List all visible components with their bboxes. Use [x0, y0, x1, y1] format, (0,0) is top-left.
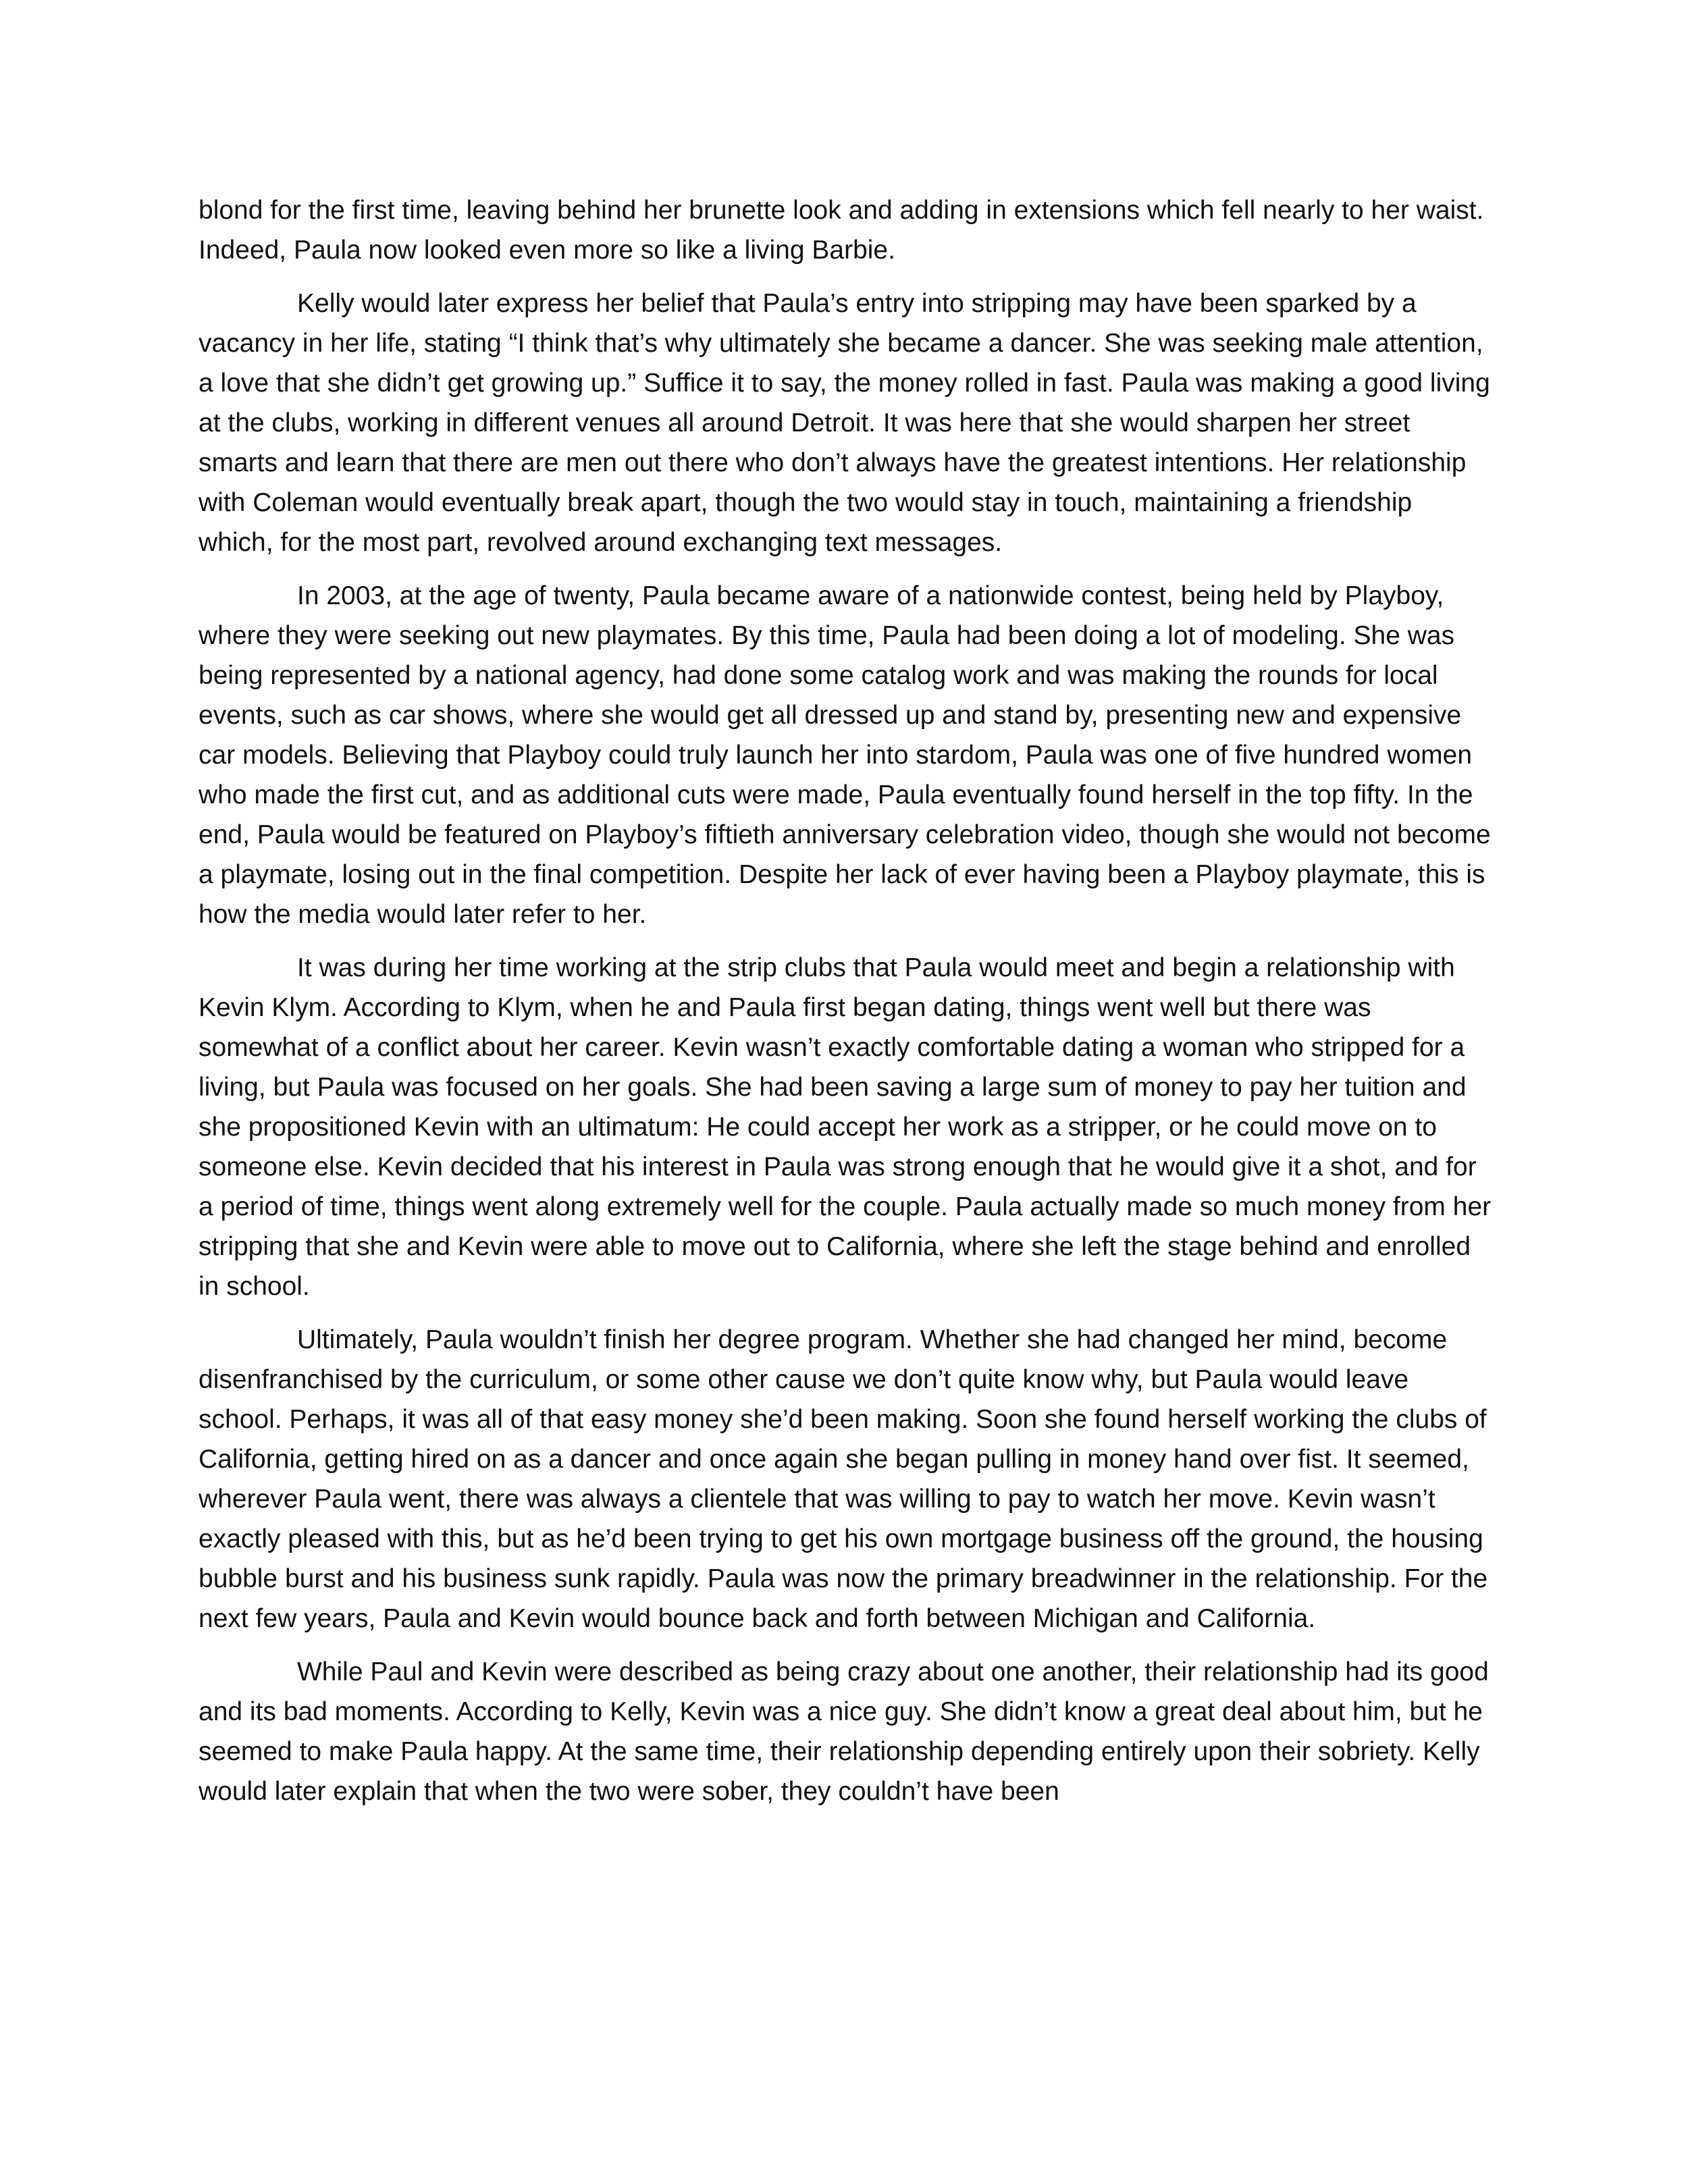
paragraph-2: Kelly would later express her belief that Paula’s entry into stripping may have been sparked by a vacancy in her life, stating “I think that’s why ultimately she became a dancer. She was seeking male attention, a love that she didn’t get growing up.” Suffice it to say, the money rolled in fast. Paula was making a good living at the clubs, working in different venues all around Detroit. It was here that she would sharpen her street smarts and learn that there are men out there who don’t always have the greatest intentions. Her relationship with Coleman would eventually break apart, though the two would stay in touch, maintaining a friendship which, for the most part, revolved around exchanging text messages. — [199, 289, 1490, 557]
body-text — [199, 190, 1494, 1825]
paragraph-4: It was during her time working at the strip clubs that Paula would meet and begin a relationship with Kevin Klym. According to Klym, when he and Paula first began dating, things went well but there was somewhat of a conflict about her career. Kevin wasn’t exactly comfortable dating a woman who stripped for a living, but Paula was focused on her goals. She had been saving a large sum of money to pay her tuition and she propositioned Kevin with an ultimatum: He could accept her work as a stripper, or he could move on to someone else. Kevin decided that his interest in Paula was strong enough that he would give it a shot, and for a period of time, things went along extremely well for the couple. Paula actually made so much money from her stripping that she and Kevin were able to move out to California, where she left the stage behind and enrolled in school. — [199, 953, 1492, 1301]
paragraph-6: While Paul and Kevin were described as being crazy about one another, their relationship had its good and its bad moments. According to Kelly, Kevin was a nice guy. She didn’t know a great deal about him, but he seemed to make Paula happy. At the same time, their relationship depending entirely upon their sobriety. Kelly would later explain that when the two were sober, they couldn’t have been — [199, 1657, 1489, 1806]
paragraph-1: blond for the first time, leaving behind her brunette look and adding in extensions which fell nearly to her waist. Indeed, Paula now looked even more so like a living Barbie. — [199, 196, 1484, 265]
paragraph-3: In 2003, at the age of twenty, Paula became aware of a nationwide contest, being held by Playboy, where they were seeking out new playmates. By this time, Paula had been doing a lot of modeling. She was being represented by a national agency, had done some catalog work and was making the rounds for local events, such as car shows, where she would get all dressed up and stand by, presenting new and expensive car models. Believing that Playboy could truly launch her into stardom, Paula was one of five hundred women who made the first cut, and as additional cuts were made, Paula eventually found herself in the top fifty. In the end, Paula would be featured on Playboy’s fiftieth anniversary celebration video, though she would not become a playmate, losing out in the final competition. Despite her lack of ever having been a Playboy playmate, this is how the media would later refer to her. — [199, 581, 1491, 929]
paragraph-5: Ultimately, Paula wouldn’t finish her degree program. Whether she had changed her mind, become disenfranchised by the curriculum, or some other cause we don’t quite know why, but Paula would leave school. Perhaps, it was all of that easy money she’d been making. Soon she found herself working the clubs of California, getting hired on as a dancer and once again she began pulling in money hand over fist. It seemed, wherever Paula went, there was always a clientele that was willing to pay to watch her move. Kevin wasn’t exactly pleased with this, but as he’d been trying to get his own mortgage business off the ground, the housing bubble burst and his business sunk rapidly. Paula was now the primary breadwinner in the relationship. For the next few years, Paula and Kevin would bounce back and forth between Michigan and California. — [199, 1325, 1488, 1633]
